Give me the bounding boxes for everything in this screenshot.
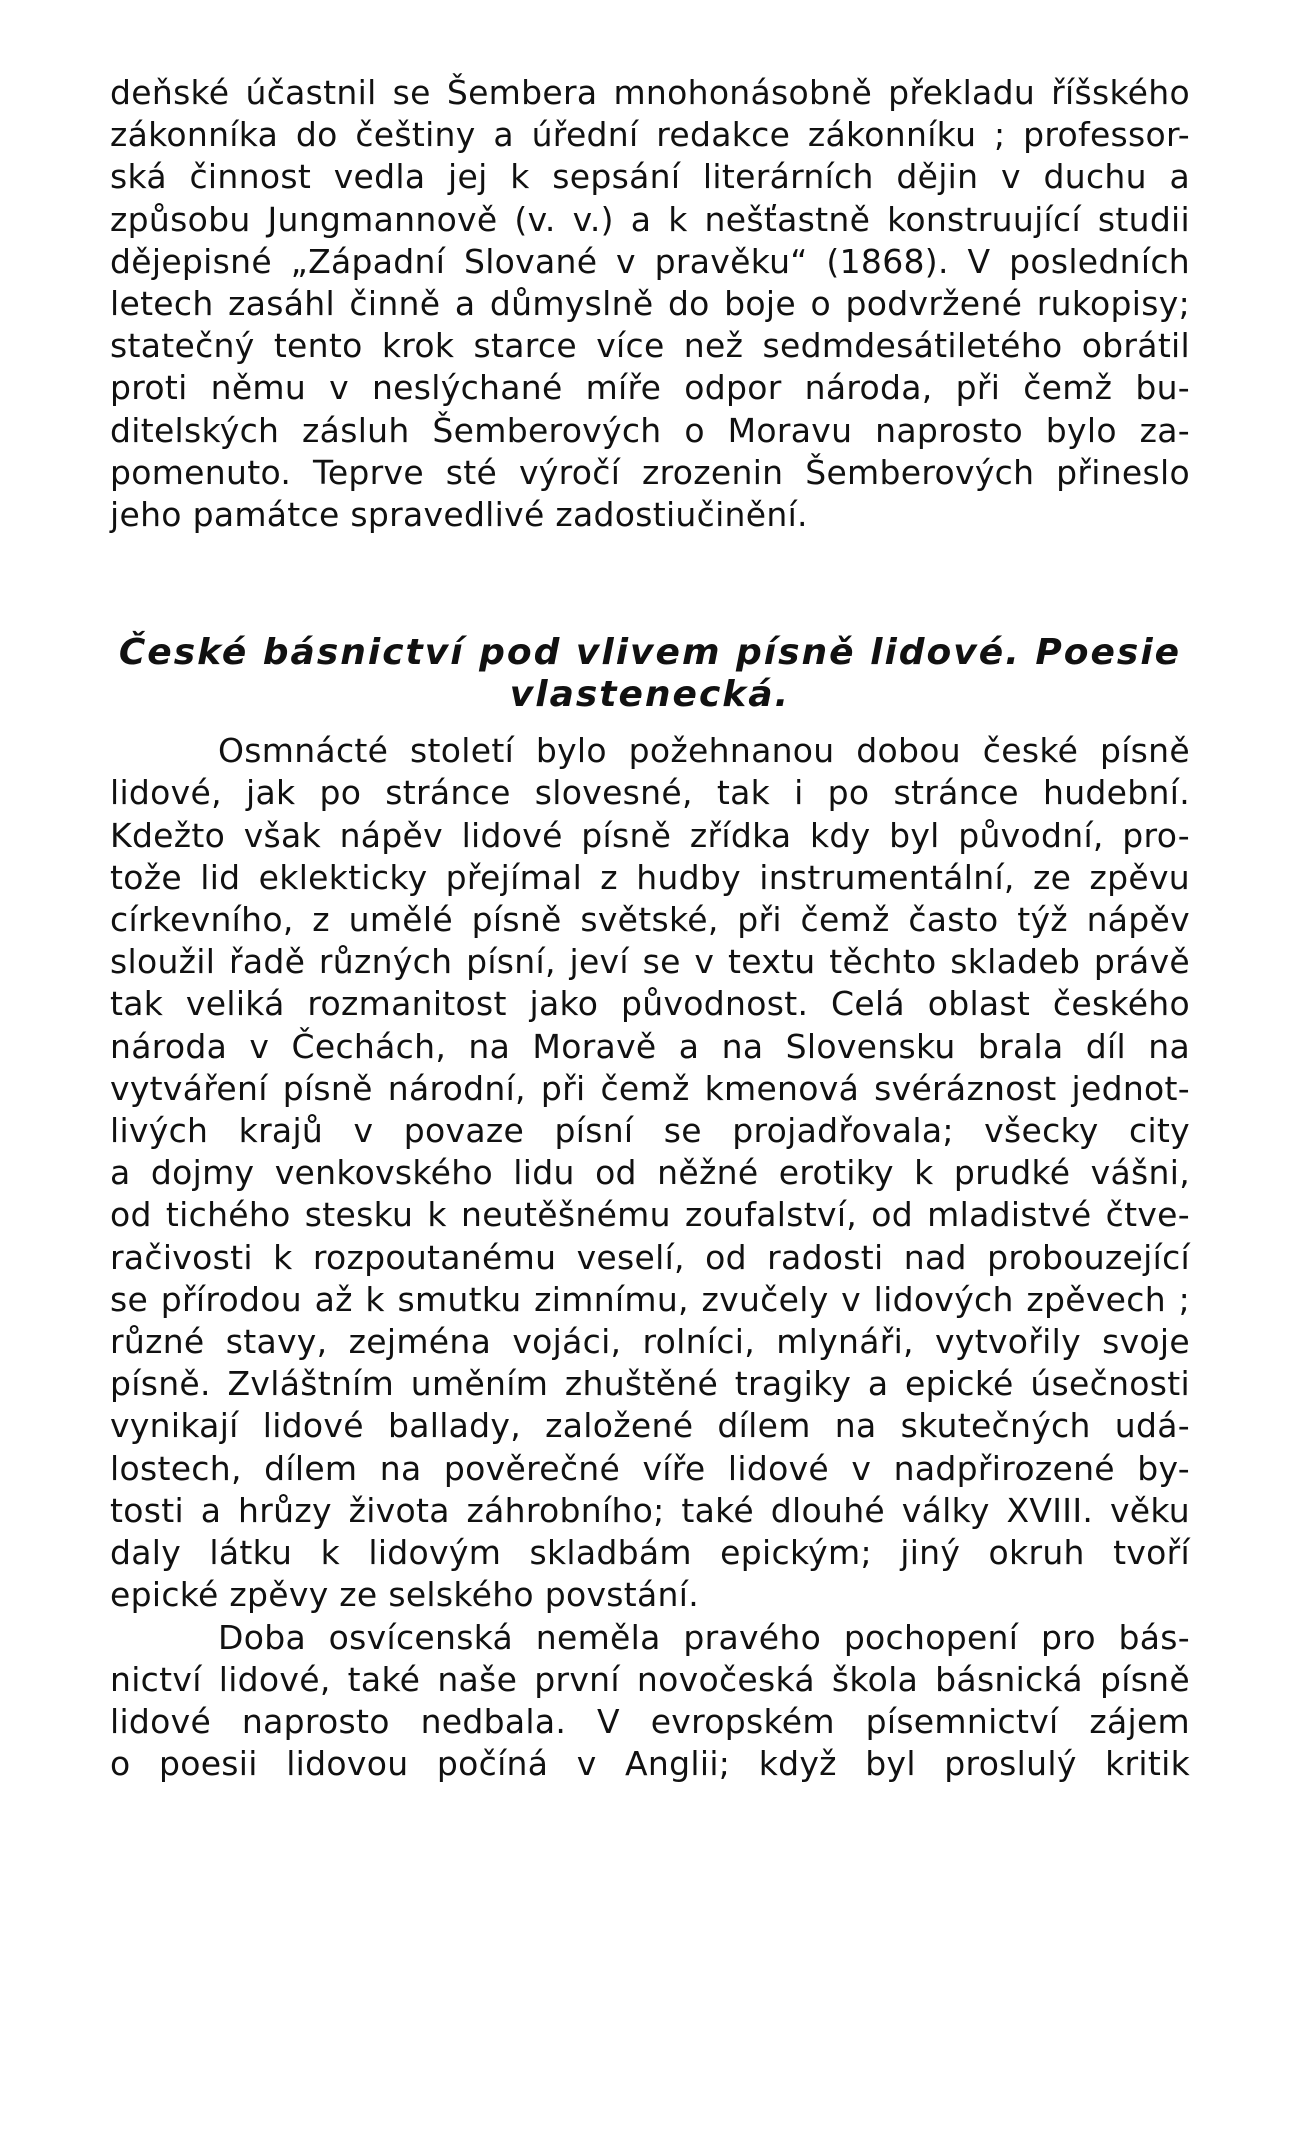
text-line: lidové naprosto nedbala. V evropském písemnictví zájem xyxy=(110,1701,1190,1741)
text-line: nictví lidové, také naše první novočeská škola básnická písně xyxy=(110,1659,1190,1699)
text-line: o poesii lidovou počíná v Anglii; když byl proslulý kritik xyxy=(110,1744,1190,1784)
heading-line: vlastenecká. xyxy=(509,674,791,716)
text-line: proti němu v neslýchané míře odpor národa, při čemž bu- xyxy=(110,368,1190,408)
text-line: pomenuto. Teprve sté výročí zrozenin Šemberových přineslo xyxy=(110,452,1190,492)
text-line: epické zpěvy ze selského povstání. xyxy=(110,1575,700,1615)
text-line: církevního, z umělé písně světské, při čemž často týž nápěv xyxy=(110,900,1190,940)
text-line: tosti a hrůzy života záhrobního; také dlouhé války XVIII. věku xyxy=(110,1490,1190,1530)
text-line: ditelských zásluh Šemberových o Moravu naprosto bylo za- xyxy=(110,410,1190,450)
text-line: lostech, dílem na pověrečné víře lidové v nadpřirozené by- xyxy=(110,1448,1190,1488)
text-line: zákonníka do češtiny a úřední redakce zákonníku ; professor- xyxy=(110,115,1190,155)
text-line: tak veliká rozmanitost jako původnost. Celá oblast českého xyxy=(110,984,1190,1024)
text-line: způsobu Jungmannově (v. v.) a k nešťastně konstruující studii xyxy=(110,199,1190,239)
text-line: račivosti k rozpoutanému veselí, od radosti nad probouzející xyxy=(110,1237,1190,1277)
text-line: letech zasáhl činně a důmyslně do boje o podvržené rukopisy; xyxy=(110,284,1190,324)
text-line: dějepisné „Západní Slované v pravěku“ (1868). V posledních xyxy=(110,241,1190,281)
heading-line: České básnictví pod vlivem písně lidové. Poesie xyxy=(118,632,1182,674)
text-line: písně. Zvláštním uměním zhuštěné tragiky a epické úsečnosti xyxy=(110,1364,1190,1404)
text-line: jeho památce spravedlivé zadostiučinění. xyxy=(110,495,808,535)
page-text xyxy=(110,72,1190,1785)
text-line: Doba osvícenská neměla pravého pochopení pro bás- xyxy=(218,1617,1190,1657)
paragraph-3 xyxy=(110,1617,1190,1786)
text-line: daly látku k lidovým skladbám epickým; jiný okruh tvoří xyxy=(110,1533,1190,1573)
text-line: ská činnost vedla jej k sepsání literárních dějin v duchu a xyxy=(110,157,1190,197)
text-line: lidové, jak po stránce slovesné, tak i po stránce hudební. xyxy=(110,773,1190,813)
text-line: a dojmy venkovského lidu od něžné erotiky k prudké vášni, xyxy=(110,1153,1190,1193)
text-line: Kdežto však nápěv lidové písně zřídka kdy byl původní, pro- xyxy=(110,815,1190,855)
text-line: Osmnácté století bylo požehnanou dobou české písně xyxy=(218,731,1190,771)
paragraph-1 xyxy=(110,72,1190,536)
paragraph-2 xyxy=(110,730,1190,1616)
text-line: různé stavy, zejména vojáci, rolníci, mlynáři, vytvořily svoje xyxy=(110,1322,1190,1362)
text-line: livých krajů v povaze písní se projadřovala; všecky city xyxy=(110,1111,1190,1151)
text-line: statečný tento krok starce více než sedmdesátiletého obrátil xyxy=(110,326,1190,366)
text-line: vytváření písně národní, při čemž kmenová svéráznost jednot- xyxy=(110,1068,1190,1108)
text-line: národa v Čechách, na Moravě a na Slovensku brala díl na xyxy=(110,1026,1190,1066)
text-line: se přírodou až k smutku zimnímu, zvučely v lidových zpěvech ; xyxy=(110,1279,1190,1319)
text-line: tože lid eklekticky přejímal z hudby instrumentální, ze zpěvu xyxy=(110,857,1190,897)
text-line: od tichého stesku k neutěšnému zoufalství, od mladistvé čtve- xyxy=(110,1195,1190,1235)
text-line: sloužil řadě různých písní, jeví se v textu těchto skladeb právě xyxy=(110,942,1190,982)
section-heading xyxy=(110,632,1190,716)
text-line: deňské účastnil se Šembera mnohonásobně překladu říšského xyxy=(110,73,1190,112)
text-line: vynikají lidové ballady, založené dílem na skutečných udá- xyxy=(110,1406,1190,1446)
